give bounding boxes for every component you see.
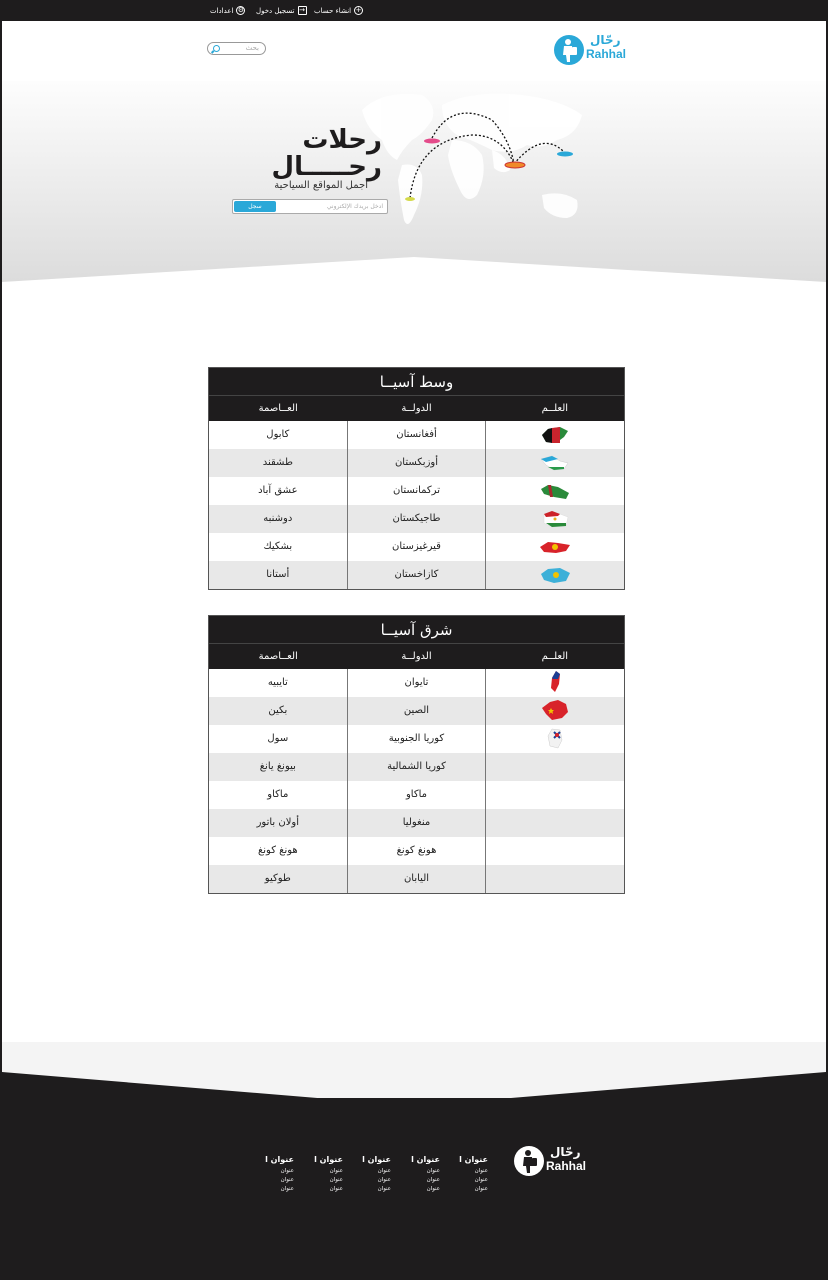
footer-brand-ar: رحّال <box>550 1145 581 1159</box>
settings-label: اعدادات <box>210 6 234 15</box>
capital-cell: سول <box>267 733 289 744</box>
table-header <box>209 396 624 421</box>
footer-logo[interactable] <box>514 1145 588 1179</box>
flag-cell <box>485 697 624 725</box>
capital-cell: طشقند <box>262 457 293 468</box>
header-country: الدولــة <box>401 651 432 662</box>
table-row <box>209 781 624 809</box>
hero-title-line1: رحلات <box>302 125 382 155</box>
footer-link[interactable]: عنوان <box>426 1186 440 1192</box>
plus-circle-icon: + <box>355 6 362 14</box>
footer-heading: عنوان ا <box>459 1155 488 1164</box>
country-cell: الصين <box>347 697 486 725</box>
table-header <box>209 644 624 669</box>
login-label: تسجيل دخول <box>256 6 295 15</box>
footer-column <box>448 1155 488 1194</box>
capital-cell: أولان باتور <box>256 817 300 828</box>
newsletter-form <box>232 199 388 214</box>
hero-bottom-edge <box>2 252 826 302</box>
table-row <box>209 449 624 477</box>
traveler-icon <box>514 1146 544 1176</box>
footer-heading: عنوان ا <box>411 1155 440 1164</box>
flag-cell <box>485 809 624 837</box>
table-row <box>209 669 624 697</box>
country-cell: طاجيكستان <box>347 505 486 533</box>
east-asia-title: شرق آسيــا <box>209 616 624 644</box>
footer-link[interactable]: عنوان <box>329 1186 343 1192</box>
south-korea-flag-icon <box>538 726 572 750</box>
footer-brand-en: Rahhal <box>546 1159 587 1173</box>
country-cell: تركمانستان <box>347 477 486 505</box>
country-cell: أفغانستان <box>347 421 486 449</box>
brand-name-en: Rahhal <box>586 47 627 61</box>
capital-cell: بيونغ يانغ <box>259 761 296 772</box>
hero-subtitle: أجمل المواقع السياحية <box>274 180 368 191</box>
capital-cell: دوشنبه <box>263 513 293 524</box>
table-row <box>209 421 624 449</box>
footer-heading: عنوان ا <box>362 1155 391 1164</box>
footer-link[interactable]: عنوان <box>280 1186 294 1192</box>
flag-cell <box>485 449 624 477</box>
taiwan-flag-icon <box>538 670 572 694</box>
email-input[interactable]: ادخل بريدك الإلكتروني <box>326 203 383 210</box>
footer-link[interactable]: عنوان <box>426 1168 440 1174</box>
capital-cell: كابول <box>266 429 290 440</box>
china-flag-icon <box>538 698 572 722</box>
table-body <box>209 421 624 589</box>
search-box[interactable] <box>207 42 266 55</box>
footer-column <box>254 1155 294 1194</box>
capital-cell: عشق آباد <box>258 485 298 496</box>
header <box>2 21 826 81</box>
flag-cell <box>485 561 624 589</box>
hero-title <box>232 126 382 180</box>
table-row <box>209 753 624 781</box>
table-row <box>209 505 624 533</box>
footer-link[interactable]: عنوان <box>474 1177 488 1183</box>
footer-link[interactable]: عنوان <box>377 1168 391 1174</box>
country-cell: ماكاو <box>347 781 486 809</box>
capital-cell: ماكاو <box>267 789 289 800</box>
login-link[interactable] <box>256 6 307 15</box>
tajikistan-flag-icon <box>538 509 572 529</box>
country-cell: منغوليا <box>347 809 486 837</box>
flag-cell <box>485 533 624 561</box>
table-row <box>209 561 624 589</box>
signup-button[interactable]: سجل <box>234 201 276 212</box>
footer-heading: عنوان ا <box>265 1155 294 1164</box>
traveler-icon <box>554 35 584 65</box>
flag-cell <box>485 669 624 697</box>
capital-cell: طوكيو <box>264 873 291 884</box>
create-account-label: انشاء حساب <box>314 6 352 15</box>
central-asia-title: وسط آسيــا <box>209 368 624 396</box>
afghanistan-flag-icon <box>538 425 572 445</box>
flag-cell <box>485 753 624 781</box>
capital-cell: بكين <box>268 705 288 716</box>
capital-cell: أستانا <box>266 569 290 580</box>
header-flag: العلــم <box>541 651 569 662</box>
table-row <box>209 477 624 505</box>
top-bar <box>2 2 826 21</box>
flag-cell <box>485 865 624 893</box>
footer-heading: عنوان ا <box>314 1155 343 1164</box>
footer-link[interactable]: عنوان <box>474 1168 488 1174</box>
capital-cell: بشكيك <box>263 541 293 552</box>
turkmenistan-flag-icon <box>538 481 572 501</box>
country-cell: اليابان <box>347 865 486 893</box>
table-row <box>209 533 624 561</box>
flag-cell <box>485 421 624 449</box>
settings-link[interactable] <box>210 6 245 15</box>
create-account-link[interactable] <box>314 6 363 15</box>
search-icon[interactable] <box>213 45 220 52</box>
central-asia-table <box>208 367 625 590</box>
footer-link[interactable]: عنوان <box>474 1186 488 1192</box>
footer-link[interactable]: عنوان <box>329 1177 343 1183</box>
flag-cell <box>485 837 624 865</box>
table-row <box>209 809 624 837</box>
footer-link[interactable]: عنوان <box>377 1186 391 1192</box>
country-cell: هونغ كونغ <box>347 837 486 865</box>
brand-name-ar: رحّال <box>590 33 621 47</box>
capital-cell: تايبيه <box>267 677 288 688</box>
flag-cell <box>485 477 624 505</box>
table-row <box>209 725 624 753</box>
uzbekistan-flag-icon <box>538 453 572 473</box>
table-row <box>209 865 624 893</box>
footer-link[interactable]: عنوان <box>280 1177 294 1183</box>
footer-link[interactable]: عنوان <box>377 1177 391 1183</box>
table-row <box>209 697 624 725</box>
country-cell: كوريا الجنوبية <box>347 725 486 753</box>
flag-cell <box>485 781 624 809</box>
country-cell: قيرغيزستان <box>347 533 486 561</box>
header-flag: العلــم <box>541 403 569 414</box>
search-input[interactable]: بحث <box>245 44 259 52</box>
country-cell: أوزبكستان <box>347 449 486 477</box>
brand-logo[interactable] <box>554 33 626 69</box>
east-asia-table <box>208 615 625 894</box>
country-cell: تايوان <box>347 669 486 697</box>
flag-cell <box>485 725 624 753</box>
flag-cell <box>485 505 624 533</box>
footer-link[interactable]: عنوان <box>426 1177 440 1183</box>
header-country: الدولــة <box>401 403 432 414</box>
footer-link[interactable]: عنوان <box>280 1168 294 1174</box>
footer-column <box>303 1155 343 1194</box>
country-cell: كازاخستان <box>347 561 486 589</box>
footer-column <box>351 1155 391 1194</box>
footer-column <box>400 1155 440 1194</box>
login-icon: → <box>299 6 305 14</box>
hero-title-line2: رحـــــال <box>271 152 382 182</box>
kyrgyzstan-flag-icon <box>538 537 572 557</box>
table-body <box>209 669 624 893</box>
header-capital: العــاصمة <box>258 403 298 414</box>
kazakhstan-flag-icon <box>538 565 572 585</box>
table-row <box>209 837 624 865</box>
country-cell: كوريا الشمالية <box>347 753 486 781</box>
capital-cell: هونغ كونغ <box>257 845 298 856</box>
gear-icon: ⚙ <box>237 6 245 14</box>
header-capital: العــاصمة <box>258 651 298 662</box>
footer-link[interactable]: عنوان <box>329 1168 343 1174</box>
